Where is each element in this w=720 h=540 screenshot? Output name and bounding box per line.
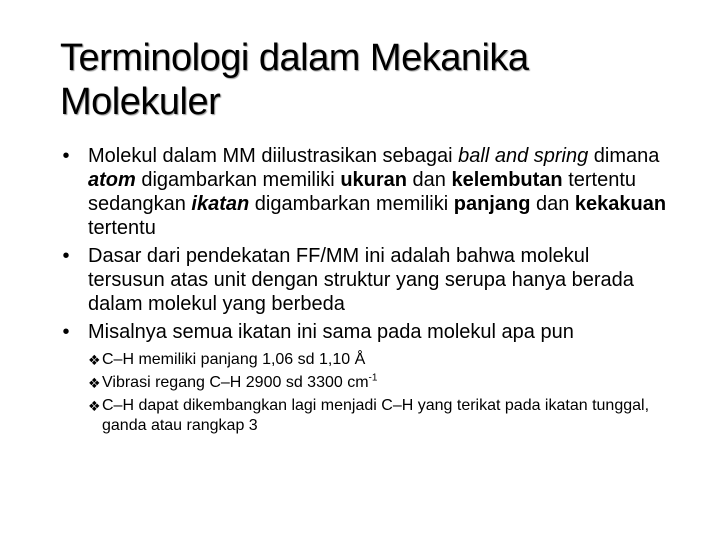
- bullet-text: Misalnya semua ikatan ini sama pada molekul apa pun: [88, 321, 574, 343]
- bullet-text: Dasar dari pendekatan FF/MM ini adalah bahwa molekul tersusun atas unit dengan struktur yang serupa hanya berada dalam molekul yang berbeda: [88, 245, 634, 315]
- bullet-icon: •: [62, 145, 70, 167]
- sub-bullet-list: [88, 350, 668, 436]
- text-run: tertentu sedangkan: [88, 169, 637, 215]
- diamond-bullet-icon: ❖: [88, 352, 101, 368]
- bold-italic-run: atom: [88, 169, 136, 191]
- sub-bullet-item: [88, 350, 668, 370]
- bullet-icon: •: [62, 321, 70, 343]
- bullet-icon: •: [62, 245, 70, 267]
- italic-run: ball and spring: [458, 145, 589, 167]
- bullet-item: [58, 144, 668, 240]
- diamond-bullet-icon: ❖: [88, 398, 101, 414]
- text-run: tertentu: [88, 217, 156, 239]
- text-run: Molekul dalam MM diilustrasikan sebagai: [88, 145, 459, 167]
- sub-bullet-text: C–H memiliki panjang 1,06 sd 1,10 Å: [102, 351, 366, 368]
- text-run: dimana: [588, 145, 660, 167]
- bullet-text: [88, 145, 666, 239]
- sub-bullet-item: [88, 396, 668, 436]
- bold-run: panjang: [453, 193, 531, 215]
- bullet-item: [58, 244, 668, 316]
- bold-run: kekakuan: [574, 193, 667, 215]
- sub-bullet-text: Vibrasi regang C–H 2900 sd 3300 cm: [102, 374, 369, 391]
- bold-run: kelembutan: [451, 169, 563, 191]
- bold-italic-run: ikatan: [191, 193, 250, 215]
- bullet-item: [58, 320, 668, 344]
- text-run: dan: [530, 193, 575, 215]
- text-run: digambarkan memiliki: [249, 193, 454, 215]
- slide-title: Terminologi dalam Mekanika Molekuler: [60, 37, 529, 123]
- superscript: -1: [368, 372, 378, 384]
- text-run: digambarkan memiliki: [135, 169, 341, 191]
- text-run: dan: [407, 169, 452, 191]
- bold-run: ukuran: [340, 169, 407, 191]
- bullet-list: [58, 144, 668, 439]
- sub-bullet-item: [88, 373, 668, 393]
- diamond-bullet-icon: ❖: [88, 375, 101, 391]
- sub-bullet-text: C–H dapat dikembangkan lagi menjadi C–H yang terikat pada ikatan tunggal, ganda atau rangkap 3: [102, 397, 650, 434]
